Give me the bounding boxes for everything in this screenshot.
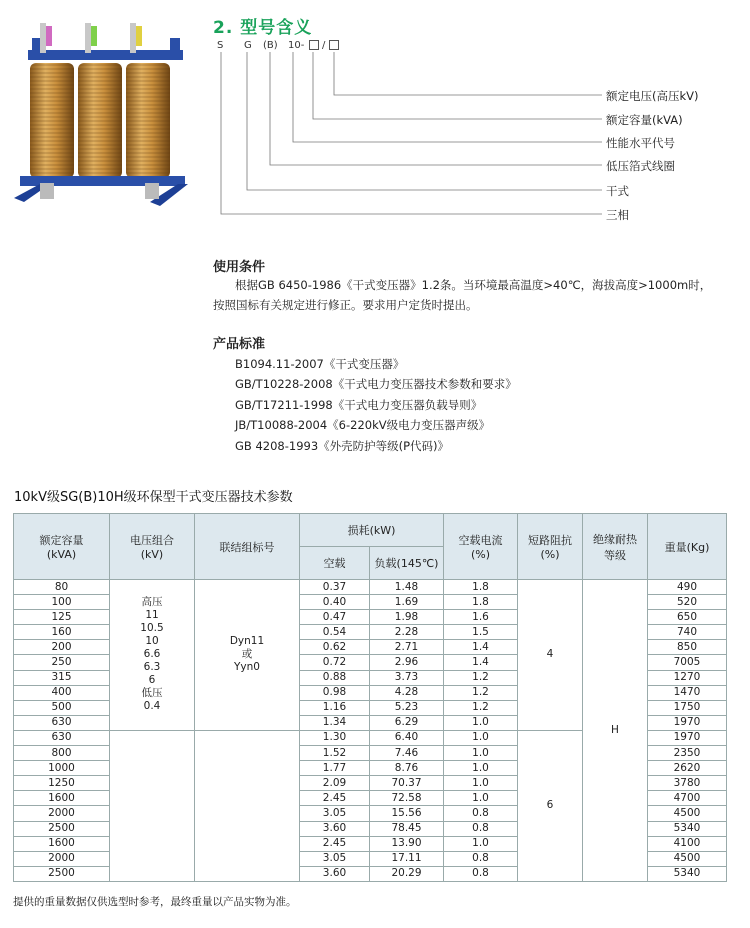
- cell-load-loss: 4.28: [370, 685, 444, 700]
- cell-noload-loss: 0.54: [300, 625, 370, 640]
- cell-capacity: 160: [14, 625, 110, 640]
- cell-noload-loss: 0.47: [300, 610, 370, 625]
- cell-capacity: 80: [14, 580, 110, 595]
- cell-noload-current: 1.0: [444, 776, 518, 791]
- header-loss: 损耗(kW): [300, 514, 444, 547]
- cell-capacity: 1600: [14, 836, 110, 851]
- group-line: Dyn11: [229, 635, 265, 648]
- cell-noload-current: 0.8: [444, 821, 518, 836]
- cell-noload-loss: 3.60: [300, 866, 370, 881]
- cell-noload-current: 1.0: [444, 746, 518, 761]
- label-performance-code: 性能水平代号: [606, 136, 675, 150]
- cell-noload-current: 1.5: [444, 625, 518, 640]
- cell-load-loss: 15.56: [370, 806, 444, 821]
- cell-weight: 650: [648, 610, 727, 625]
- cell-capacity: 250: [14, 655, 110, 670]
- cell-noload-current: 1.6: [444, 610, 518, 625]
- cell-capacity: 125: [14, 610, 110, 625]
- cell-weight: 1270: [648, 670, 727, 685]
- cell-load-loss: 1.98: [370, 610, 444, 625]
- cell-weight: 4500: [648, 851, 727, 866]
- cell-noload-current: 0.8: [444, 866, 518, 881]
- cell-noload-loss: 0.72: [300, 655, 370, 670]
- cell-noload-current: 0.8: [444, 851, 518, 866]
- cell-load-loss: 1.69: [370, 595, 444, 610]
- cell-weight: 3780: [648, 776, 727, 791]
- header-impedance: 短路阻抗 (%): [518, 514, 583, 580]
- cell-load-loss: 5.23: [370, 700, 444, 715]
- cell-noload-loss: 1.34: [300, 715, 370, 730]
- cell-weight: 520: [648, 595, 727, 610]
- cell-capacity: 2500: [14, 866, 110, 881]
- table-title: 10kV级SG(B)10H级环保型干式变压器技术参数: [14, 490, 293, 505]
- header-noload-current: 空载电流 (%): [444, 514, 518, 580]
- cell-capacity: 400: [14, 685, 110, 700]
- cell-noload-current: 1.8: [444, 595, 518, 610]
- label-rated-voltage: 额定电压(高压kV): [606, 89, 699, 103]
- voltage-line: 0.4: [143, 700, 161, 713]
- standard-item: GB/T17211-1998《干式电力变压器负载导则》: [235, 398, 483, 412]
- cell-weight: 4500: [648, 806, 727, 821]
- header-voltage: 电压组合 (kV): [110, 514, 195, 580]
- cell-noload-loss: 1.30: [300, 730, 370, 745]
- usage-line-1: 根据GB 6450-1986《干式变压器》1.2条。当环境最高温度>40℃，海拔高度>1000m时，: [235, 278, 712, 292]
- cell-weight: 1970: [648, 715, 727, 730]
- cell-load-loss: 3.73: [370, 670, 444, 685]
- voltage-line: 6.6: [143, 648, 161, 661]
- cell-noload-current: 1.0: [444, 730, 518, 745]
- cell-capacity: 2000: [14, 851, 110, 866]
- usage-line-2: 按照国标有关规定进行修正。要求用户定货时提出。: [213, 298, 478, 312]
- footnote: 提供的重量数据仅供选型时参考，最终重量以产品实物为准。: [13, 896, 297, 908]
- group-line: 或: [241, 648, 253, 661]
- section-title: 2. 型号含义: [213, 18, 313, 38]
- cell-voltage-blank: [110, 730, 195, 881]
- cell-noload-loss: 3.05: [300, 806, 370, 821]
- cell-capacity: 630: [14, 715, 110, 730]
- voltage-line: 11: [145, 609, 159, 622]
- cell-capacity: 500: [14, 700, 110, 715]
- cell-noload-loss: 1.77: [300, 761, 370, 776]
- cell-load-loss: 17.11: [370, 851, 444, 866]
- cell-weight: 490: [648, 580, 727, 595]
- cell-load-loss: 20.29: [370, 866, 444, 881]
- code-s: S: [217, 40, 224, 51]
- cell-noload-loss: 2.09: [300, 776, 370, 791]
- header-insulation: 绝缘耐热 等级: [583, 514, 648, 580]
- cell-weight: 1970: [648, 730, 727, 745]
- standard-item: GB 4208-1993《外壳防护等级(P代码)》: [235, 439, 450, 453]
- cell-capacity: 630: [14, 730, 110, 745]
- cell-capacity: 1250: [14, 776, 110, 791]
- cell-noload-loss: 1.16: [300, 700, 370, 715]
- cell-weight: 4100: [648, 836, 727, 851]
- spec-table: [13, 513, 727, 882]
- cell-weight: 7005: [648, 655, 727, 670]
- cell-load-loss: 2.96: [370, 655, 444, 670]
- label-dry-type: 干式: [606, 184, 629, 198]
- header-group: 联结组标号: [195, 514, 300, 580]
- cell-weight: 2620: [648, 761, 727, 776]
- cell-noload-current: 1.4: [444, 640, 518, 655]
- cell-noload-loss: 2.45: [300, 836, 370, 851]
- cell-load-loss: 70.37: [370, 776, 444, 791]
- cell-noload-loss: 0.62: [300, 640, 370, 655]
- cell-noload-current: 1.2: [444, 700, 518, 715]
- label-foil-coil: 低压箔式线圈: [606, 159, 675, 173]
- cell-noload-current: 0.8: [444, 806, 518, 821]
- cell-weight: 1470: [648, 685, 727, 700]
- cell-load-loss: 1.48: [370, 580, 444, 595]
- usage-heading: 使用条件: [213, 260, 266, 275]
- code-slash: /: [322, 40, 326, 51]
- cell-noload-current: 1.0: [444, 836, 518, 851]
- cell-load-loss: 7.46: [370, 746, 444, 761]
- voltage-line: 6.3: [143, 661, 161, 674]
- code-10: 10-: [288, 40, 305, 51]
- cell-load-loss: 2.28: [370, 625, 444, 640]
- cell-weight: 5340: [648, 821, 727, 836]
- code-b: (B): [263, 40, 278, 51]
- cell-noload-loss: 0.40: [300, 595, 370, 610]
- cell-capacity: 100: [14, 595, 110, 610]
- cell-noload-loss: 0.88: [300, 670, 370, 685]
- cell-noload-loss: 1.52: [300, 746, 370, 761]
- cell-capacity: 2500: [14, 821, 110, 836]
- cell-noload-current: 1.0: [444, 791, 518, 806]
- cell-noload-current: 1.8: [444, 580, 518, 595]
- cell-load-loss: 6.40: [370, 730, 444, 745]
- cell-noload-current: 1.2: [444, 685, 518, 700]
- cell-weight: 850: [648, 640, 727, 655]
- header-capacity: 额定容量 (kVA): [14, 514, 110, 580]
- cell-weight: 5340: [648, 866, 727, 881]
- cell-noload-current: 1.0: [444, 715, 518, 730]
- cell-weight: 1750: [648, 700, 727, 715]
- standard-item: B1094.11-2007《干式变压器》: [235, 357, 405, 371]
- cell-weight: 2350: [648, 746, 727, 761]
- cell-capacity: 1000: [14, 761, 110, 776]
- cell-weight: 740: [648, 625, 727, 640]
- standard-item: GB/T10228-2008《干式电力变压器技术参数和要求》: [235, 377, 517, 391]
- cell-capacity: 1600: [14, 791, 110, 806]
- cell-capacity: 2000: [14, 806, 110, 821]
- cell-voltage-combo: [110, 580, 195, 731]
- cell-load-loss: 8.76: [370, 761, 444, 776]
- voltage-line: 10.5: [140, 622, 164, 635]
- cell-noload-loss: 2.45: [300, 791, 370, 806]
- voltage-line: 高压: [141, 596, 163, 609]
- cell-noload-loss: 3.60: [300, 821, 370, 836]
- header-load-loss: 负载(145℃): [370, 547, 444, 580]
- voltage-line: 10: [145, 635, 159, 648]
- group-line: Yyn0: [234, 661, 260, 674]
- cell-capacity: 800: [14, 746, 110, 761]
- cell-noload-loss: 3.05: [300, 851, 370, 866]
- cell-noload-loss: 0.98: [300, 685, 370, 700]
- standard-item: JB/T10088-2004《6-220kV级电力变压器声级》: [235, 418, 491, 432]
- voltage-line: 6: [148, 674, 156, 687]
- cell-group-blank: [195, 730, 300, 881]
- code-g: G: [244, 40, 252, 51]
- cell-load-loss: 13.90: [370, 836, 444, 851]
- cell-impedance: 4: [518, 580, 583, 731]
- header-weight: 重量(Kg): [648, 514, 727, 580]
- cell-weight: 4700: [648, 791, 727, 806]
- cell-noload-current: 1.2: [444, 670, 518, 685]
- label-three-phase: 三相: [606, 208, 629, 222]
- cell-load-loss: 6.29: [370, 715, 444, 730]
- cell-noload-current: 1.4: [444, 655, 518, 670]
- cell-load-loss: 2.71: [370, 640, 444, 655]
- cell-noload-loss: 0.37: [300, 580, 370, 595]
- table-row: [14, 580, 727, 595]
- cell-group: [195, 580, 300, 731]
- cell-load-loss: 78.45: [370, 821, 444, 836]
- cell-capacity: 200: [14, 640, 110, 655]
- voltage-line: 低压: [141, 687, 163, 700]
- cell-noload-current: 1.0: [444, 761, 518, 776]
- cell-impedance: 6: [518, 730, 583, 881]
- standards-heading: 产品标准: [213, 337, 266, 352]
- cell-load-loss: 72.58: [370, 791, 444, 806]
- cell-capacity: 315: [14, 670, 110, 685]
- header-noload-loss: 空载: [300, 547, 370, 580]
- cell-insulation: H: [583, 580, 648, 882]
- label-rated-capacity: 额定容量(kVA): [606, 113, 683, 127]
